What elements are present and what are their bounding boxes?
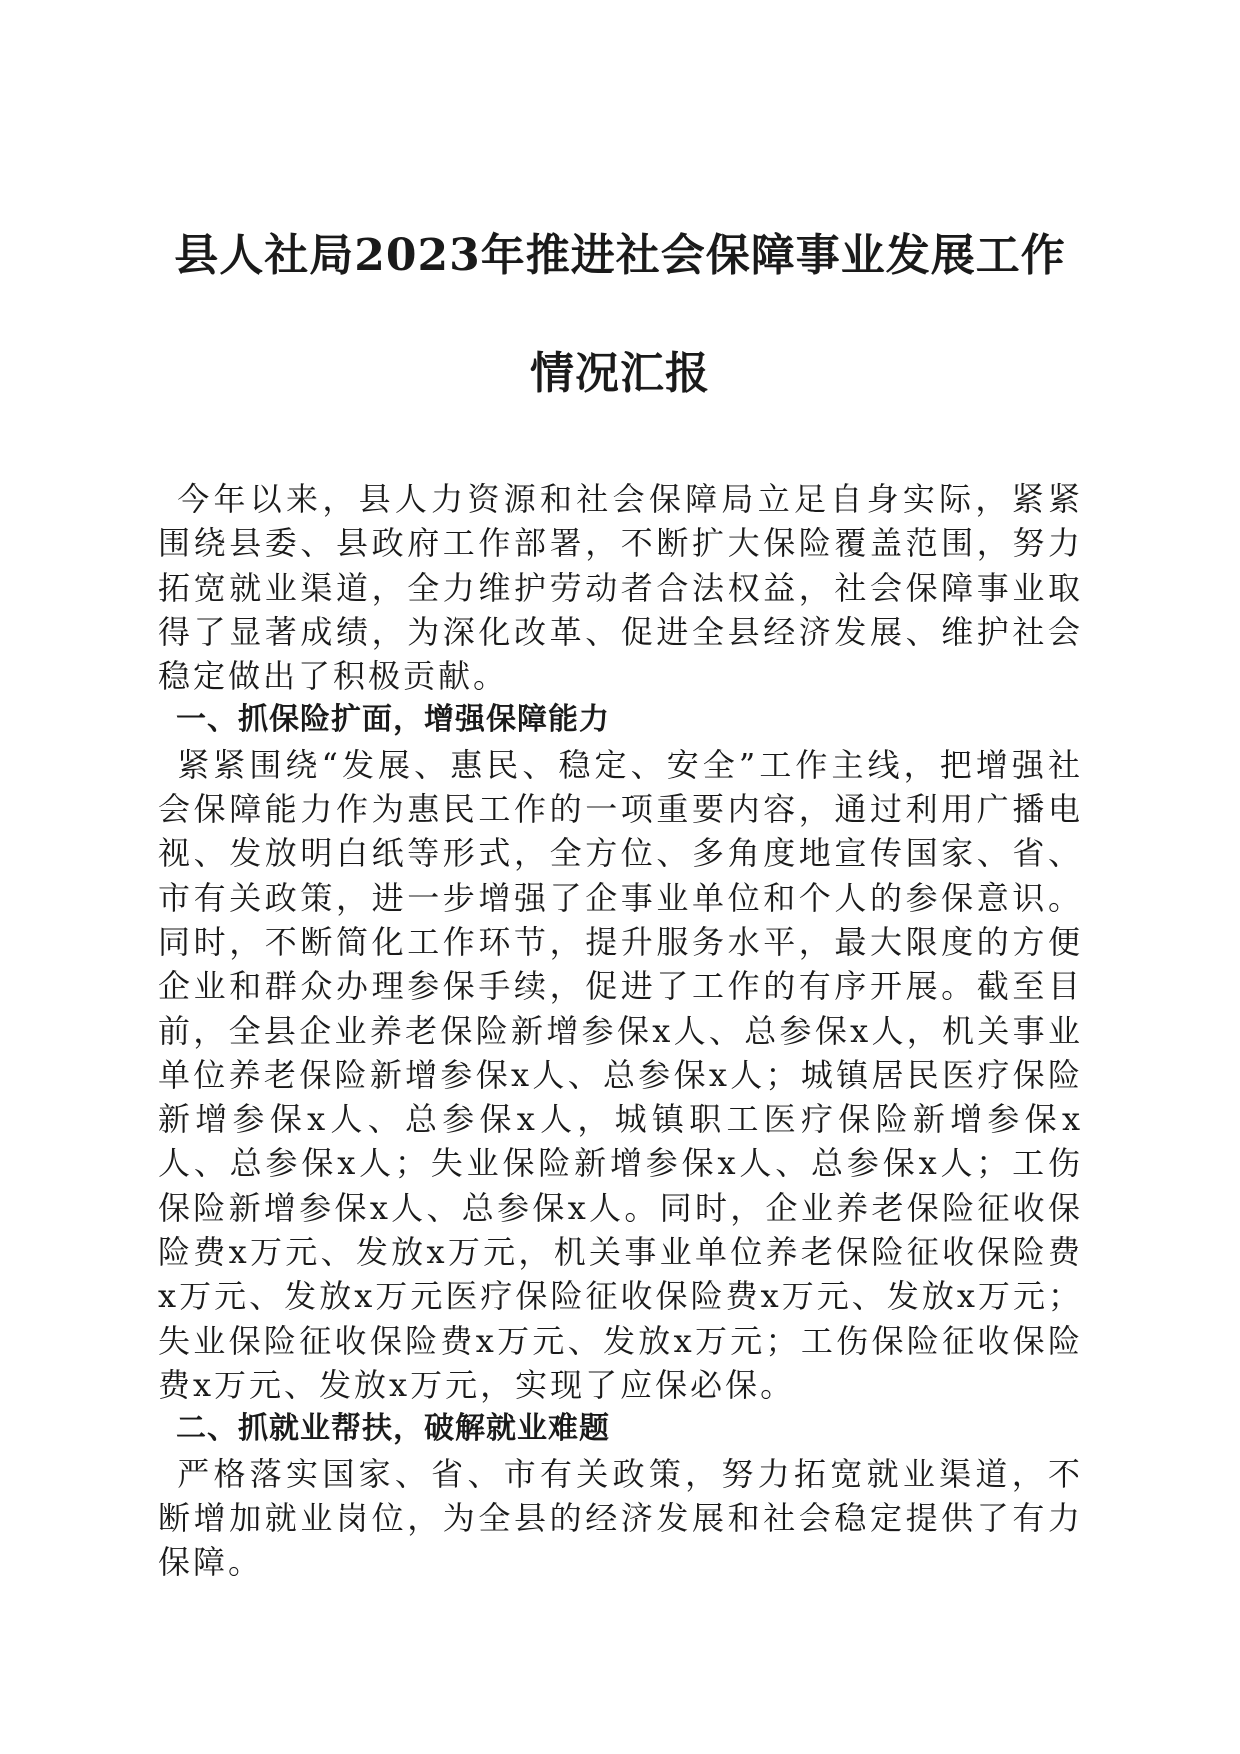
section-1-heading: 一、抓保险扩面，增强保障能力 (176, 702, 610, 738)
document-body (158, 477, 1083, 1584)
document-title-line-2: 情况汇报 (530, 348, 710, 399)
document-title-line-1: 县人社局2023年推进社会保障事业发展工作 (174, 230, 1066, 281)
intro-paragraph: 今年以来，县人力资源和社会保障局立足自身实际，紧紧围绕县委、县政府工作部署，不断扩大保险覆盖范围，努力拓宽就业渠道，全力维护劳动者合法权益，社会保障事业取得了显著成绩，为深化改革、促进全县经济发展、维护社会稳定做出了积极贡献。 (158, 480, 1083, 696)
section-1-paragraph: 紧紧围绕“发展、惠民、稳定、安全”工作主线，把增强社会保障能力作为惠民工作的一项重要内容，通过利用广播电视、发放明白纸等形式，全方位、多角度地宣传国家、省、市有关政策，进一步增强了企事业单位和个人的参保意识。同时，不断简化工作环节，提升服务水平，最大限度的方便企业和群众办理参保手续，促进了工作的有序开展。截至目前，全县企业养老保险新增参保x人、总参保x人，机关事业单位养老保险新增参保x人、总参保x人；城镇居民医疗保险新增参保x人、总参保x人，城镇职工医疗保险新增参保x人、总参保x人；失业保险新增参保x人、总参保x人；工伤保险新增参保x人、总参保x人。同时，企业养老保险征收保险费x万元、发放x万元，机关事业单位养老保险征收保险费x万元、发放x万元医疗保险征收保险费x万元、发放x万元；失业保险征收保险费x万元、发放x万元；工伤保险征收保险费x万元、发放x万元，实现了应保必保。 (158, 745, 1083, 1404)
section-2-heading: 二、抓就业帮扶，破解就业难题 (176, 1411, 610, 1447)
section-2-paragraph: 严格落实国家、省、市有关政策，努力拓宽就业渠道，不断增加就业岗位，为全县的经济发展和社会稳定提供了有力保障。 (158, 1454, 1083, 1582)
